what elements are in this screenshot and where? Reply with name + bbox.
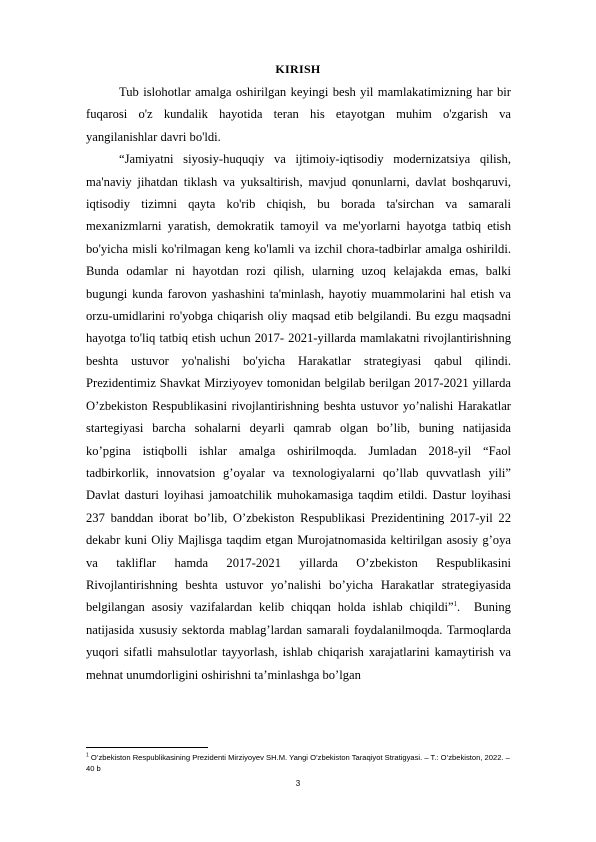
quote-text: “Jamiyatni siyosiy-huquqiy va ijtimoiy-iqtisodiy modernizatsiya qilish, ma'naviy jihatdan tiklash va yuksaltirish, mavjud qonunlarni, davlat boshqaruvi, iqtisodiy tizimni qayta ko'rib chiqish, bu borada ta'sirchan va samarali mexanizmlarni yaratish, demokratik tamoyil va me'yorlarni hayotga tatbiq etish bo'yicha misli ko'rilmagan keng ko'lamli va izchil chora-tadbirlar amalga oshirildi. Bunda odamlar ni hayotdan rozi qilish, ularning uzoq kelajakda emas, balki bugungi kunda farovon yashashini ta'minlash, hayotiy muammolarini hal etish va orzu-umidlarini ro'yobga chiqarish oliy maqsad etib belgilandi. Bu ezgu maqsadni hayotga to'liq tatbiq etish uchun 2017- 2021-yillarda mamlakatni rivojlantirishning beshta ustuvor yo'nalishi bo'yicha Harakatlar strategiyasi qabul qilindi. Prezidentimiz Shavkat Mirziyoyev tomonidan belgilab berilgan 2017-2021 yillarda O’zbekiston Respublikasini rivojlantirishning beshta ustuvor yo’nalishi Harakatlar startegiyasi barcha sohalarni deyarli qamrab olgan bo’lib, buning natijasida ko’pgina istiqbolli ishlar amalga oshirilmoqda. Jumladan 2018-yil “Faol tadbirkorlik, innovatsion g’oyalar va texnologiyalarni qo’llab quvvatlash yili” Davlat dasturi loyihasi jamoatchilik muhokamasiga taqdim etildi. Dastur loyihasi 237 banddan iborat bo’lib, O’zbekiston Respublikasi Prezidentining 2017-yil 22 dekabr kuni Oliy Majlisga taqdim etgan Murojatnomasida keltirilgan asosiy g’oya va takliflar hamda 2017-2021 yillarda O’zbekiston Respublikasini Rivojlantirishning beshta ustuvor yo’nalishi bo’yicha Harakatlar strategiyasida belgilangan asosiy vazifalardan kelib chiqqan holda ishlab chiqildi” [86,152,511,615]
footnote-reference: 1 [453,600,458,609]
page-title: KIRISH [275,62,321,76]
paragraph-quote: “Jamiyatni siyosiy-huquqiy va ijtimoiy-iqtisodiy modernizatsiya qilish, ma'naviy jihatdan tiklash va yuksaltirish, mavjud qonunlarni, davlat boshqaruvi, iqtisodiy tizimni qayta ko'rib chiqish, bu borada ta'sirchan va samarali mexanizmlarni yaratish, demokratik tamoyil va me'yorlarni hayotga tatbiq etish bo'yicha misli ko'rilmagan keng ko'lamli va izchil chora-tadbirlar amalga oshirildi. Bunda odamlar ni hayotdan rozi qilish, ularning uzoq kelajakda emas, balki bugungi kunda farovon yashashini ta'minlash, hayotiy muammolarini hal etish va orzu-umidlarini ro'yobga chiqarish oliy maqsad etib belgilandi. Bu ezgu maqsadni hayotga to'liq tatbiq etish uchun 2017- 2021-yillarda mamlakatni rivojlantirishning beshta ustuvor yo'nalishi bo'yicha Harakatlar strategiyasi qabul qilindi. Prezidentimiz Shavkat Mirziyoyev tomonidan belgilab berilgan 2017-2021 yillarda O’zbekiston Respublikasini rivojlantirishning beshta ustuvor yo’nalishi Harakatlar startegiyasi barcha sohalarni deyarli qamrab olgan bo’lib, buning natijasida ko’pgina istiqbolli ishlar amalga oshirilmoqda. Jumladan 2018-yil “Faol tadbirkorlik, innovatsion g’oyalar va texnologiyalarni qo’llab quvvatlash yili” Davlat dasturi loyihasi jamoatchilik muhokamasiga taqdim etildi. Dastur loyihasi 237 banddan iborat bo’lib, O’zbekiston Respublikasi Prezidentining 2017-yil 22 dekabr kuni Oliy Majlisga taqdim etgan Murojatnomasida keltirilgan asosiy g’oya va takliflar hamda 2017-2021 yillarda O’zbekiston Respublikasini Rivojlantirishning beshta ustuvor yo’nalishi bo’yicha Harakatlar strategiyasida belgilangan asosiy vazifalardan kelib chiqqan holda ishlab chiqildi”$^1$. Buning natijasida xususiy sektorda mablag’lardan samarali foydalanilmoqda. Tarmoqlarda yuqori sifatli mahsulotlar tayyorlash, ishlab chiqarish xarajatlarini kamaytirish va mehnat unumdorligini oshirishni ta’minlashga bo’lgan [86,152,511,682]
footnote-separator [86,747,208,748]
footnote-text: O’zbekiston Respublikasining Prezidenti Mirziyoyev SH.M. Yangi O’zbekiston Taraqiyot Stratigyasi. – T.: O’zbekiston, 2022. – 40 b [86,753,510,773]
footnote [86,752,511,774]
body-text [86,81,511,686]
continuation-text: Buning natijasida xususiy sektorda mablag’lardan samarali foydalanilmoqda. Tarmoqlarda yuqori sifatli mahsulotlar tayyorlash, ishlab chiqarish xarajatlarini kamaytirish va mehnat unumdorligini oshirishni ta’minlashga bo’lgan [86,600,511,682]
footnote-marker: 1 [86,752,89,759]
page-number: 3 [295,779,301,788]
paragraph-intro: Tub islohotlar amalga oshirilgan keyingi besh yil mamlakatimizning har bir fuqarosi o'z kundalik hayotida teran his etayotgan muhim o'zgarish va yangilanishlar davri bo'ldi. [86,85,511,144]
